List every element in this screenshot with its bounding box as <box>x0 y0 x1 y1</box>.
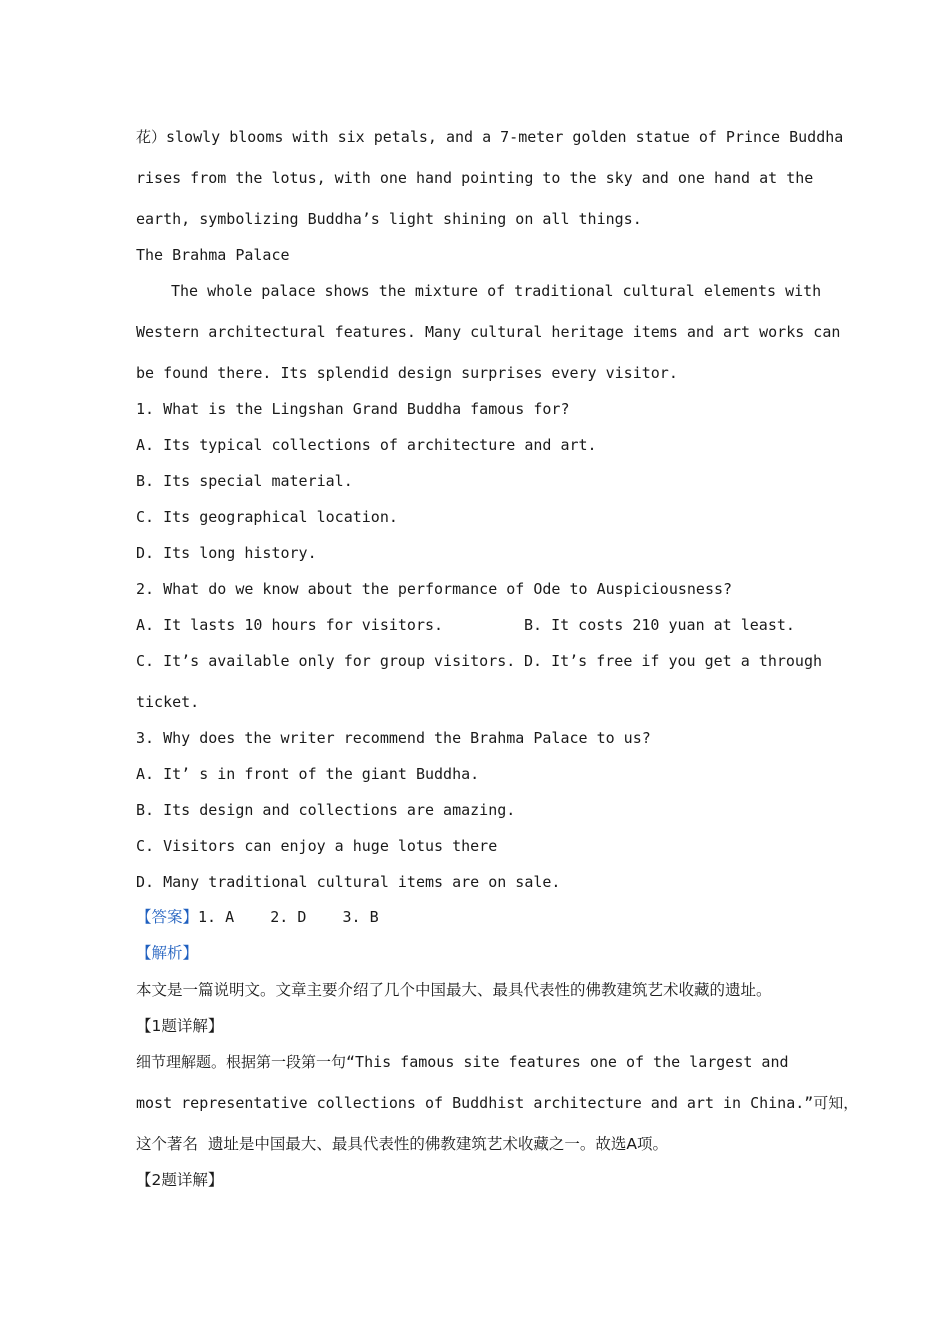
paragraph-2-line-3: be found there. Its splendid design surprises every visitor. <box>136 364 678 382</box>
question-3-option-d: D. Many traditional cultural items are on sale. <box>136 873 561 891</box>
answer-text: 1. A 2. D 3. B <box>198 908 379 926</box>
question-1-option-b: B. Its special material. <box>136 472 353 490</box>
question-1-detail-line-2: most representative collections of Buddhist architecture and art in China.”可知， <box>136 1094 859 1112</box>
paragraph-2-line-2: Western architectural features. Many cultural heritage items and art works can <box>136 323 841 341</box>
paragraph-2-line-1: The whole palace shows the mixture of traditional cultural elements with <box>171 282 822 300</box>
passage-line-3: earth, symbolizing Buddha’s light shining on all things. <box>136 210 642 228</box>
passage-line-2: rises from the lotus, with one hand pointing to the sky and one hand at the <box>136 169 814 187</box>
question-3-option-b: B. Its design and collections are amazing. <box>136 801 516 819</box>
question-3-stem: 3. Why does the writer recommend the Brahma Palace to us? <box>136 729 651 747</box>
passage-line-1: 花）slowly blooms with six petals, and a 7-meter golden statue of Prince Buddha <box>136 128 844 146</box>
question-2-option-c: C. It’s available only for group visitors. <box>136 652 516 670</box>
answer-label: 【答案】 <box>136 908 199 926</box>
question-3-option-a: A. It’ s in front of the giant Buddha. <box>136 765 480 783</box>
question-2-option-d: D. It’s free if you get a through <box>524 652 823 670</box>
question-2-detail-title: 【2题详解】 <box>136 1171 224 1189</box>
question-1-detail-line-1: 细节理解题。根据第一段第一句“This famous site features one of the largest and <box>136 1053 789 1071</box>
analysis-label: 【解析】 <box>136 944 199 962</box>
question-2-option-d-continued: ticket. <box>136 693 200 711</box>
question-2-option-b: B. It costs 210 yuan at least. <box>524 616 795 634</box>
question-2-option-a: A. It lasts 10 hours for visitors. <box>136 616 444 634</box>
question-2-stem: 2. What do we know about the performance of Ode to Auspiciousness? <box>136 580 733 598</box>
analysis-summary: 本文是一篇说明文。文章主要介绍了几个中国最大、最具代表性的佛教建筑艺术收藏的遗址。 <box>136 981 772 999</box>
question-1-option-d: D. Its long history. <box>136 544 317 562</box>
question-1-stem: 1. What is the Lingshan Grand Buddha famous for? <box>136 400 570 418</box>
answer-line <box>136 907 379 927</box>
question-3-option-c: C. Visitors can enjoy a huge lotus there <box>136 837 498 855</box>
section-heading: The Brahma Palace <box>136 246 290 264</box>
question-1-option-c: C. Its geographical location. <box>136 508 398 526</box>
question-1-detail-line-3: 这个著名 遗址是中国最大、最具代表性的佛教建筑艺术收藏之一。故选A项。 <box>136 1135 668 1153</box>
question-1-option-a: A. Its typical collections of architecture and art. <box>136 436 597 454</box>
question-1-detail-title: 【1题详解】 <box>136 1017 224 1035</box>
